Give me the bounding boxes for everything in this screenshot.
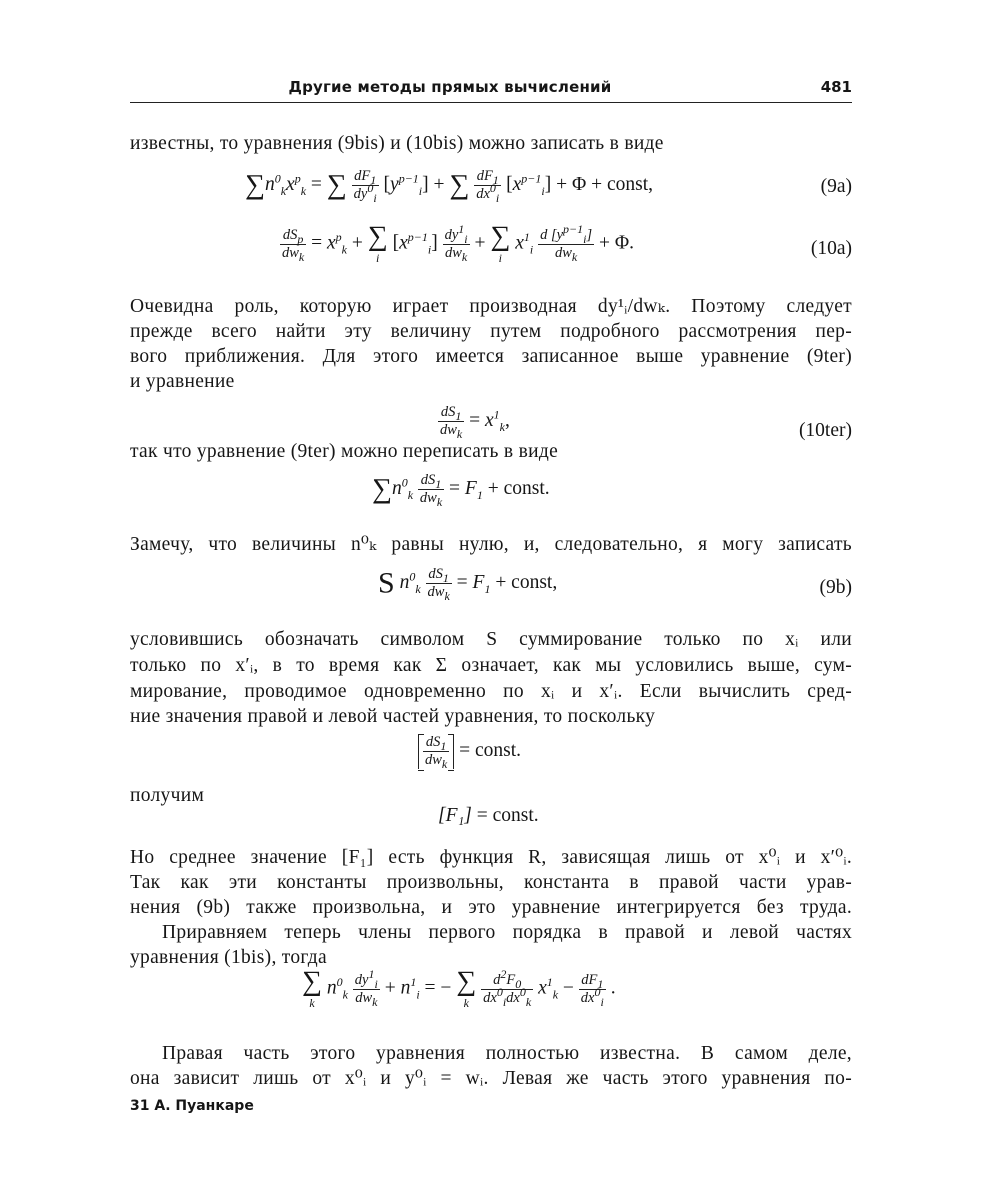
equation-average-ds: $\frac{dS_1}{dw_k}$ = const. — [418, 734, 521, 769]
equation-10a: $\frac{dS_p}{dw_k}$ = $x^p_k$ + ∑ i $[x^{p-1}_i]$ $\frac{dy^1_i}{dw_k}$ + ∑ i $x^1_i$ $\frac{d [y^{p-1}_i]}{dw_k}$ + Φ. — [282, 221, 635, 265]
paragraph-5-line-4: ние значения правой и левой частей уравнения, то поскольку — [130, 706, 656, 727]
header-title: Другие методы прямых вычислений — [288, 78, 612, 96]
paragraph-7-line-2: Так как эти константы произвольны, константа в правой части урав- — [130, 872, 852, 893]
f1-average: [F₁] — [438, 805, 472, 826]
paragraph-8-line-2: уравнения (1bis), тогда — [130, 947, 327, 968]
paragraph-5-line-1: условившись обозначать символом S суммирование только по xᵢ или — [130, 629, 852, 650]
const-label: const — [492, 805, 534, 826]
paragraph-8-line-1: Приравняем теперь члены первого порядка в правой и левой частях — [162, 922, 852, 943]
equation-sum-n-ds: $\sum n^0_k$ $\frac{dS_1}{dw_k}$ = $F_1$ + const. — [372, 472, 550, 509]
paragraph-5-line-3: мирование, проводимое одновременно по xᵢ и x′ᵢ. Если вычислить сред- — [130, 681, 852, 702]
equation-9a-label: (9a) — [820, 176, 852, 197]
paragraph-7-line-1: Но среднее значение [F₁] есть функция R, зависящая лишь от x⁰ᵢ и x′⁰ᵢ. — [130, 847, 852, 868]
paragraph-3: так что уравнение (9ter) можно переписать в виде — [130, 441, 559, 462]
paragraph-2-line-2: прежде всего найти эту величину путем подробного рассмотрения пер- — [130, 321, 852, 342]
paragraph-2-line-1: Очевидна роль, которую играет производная dy¹ᵢ/dwₖ. Поэтому следует — [130, 296, 852, 317]
equation-first-order: ∑ k $n^0_k$ $\frac{dy^1_i}{dw_k}$ + $n^1_i$ = − ∑ k $\frac{d^2F_0}{dx^0_idx^0_k}$ $x^1_k$ − $\frac{dF_1}{dx^0_i}$ . — [302, 966, 616, 1010]
equation-9a: $\sum n^0_kx^p_k$ = ∑ $\frac{dF_1}{dy^0_i}$ $[y^{p-1}_i]$ + ∑ $\frac{dF_1}{dx^0_i}$ $[x^{p-1}_i] + \Phi$ + const, — [245, 168, 654, 205]
equation-9b: S $n^0_k$ $\frac{dS_1}{dw_k}$ = $F_1$ + const, — [378, 566, 558, 603]
paragraph-7-line-3: нения (9b) также произвольна, и это уравнение интегрируется без труда. — [130, 897, 852, 918]
running-header — [130, 78, 852, 103]
footer-signature: 31 А. Пуанкаре — [130, 1098, 254, 1114]
paragraph-4: Замечу, что величины n⁰ₖ равны нулю, и, следовательно, я могу записать — [130, 534, 852, 555]
paragraph-9-line-2: она зависит лишь от x⁰ᵢ и y⁰ᵢ = wᵢ. Левая же часть этого уравнения по- — [130, 1068, 852, 1089]
paragraph-9-line-1: Правая часть этого уравнения полностью известна. В самом деле, — [162, 1043, 852, 1064]
equation-10ter: $\frac{dS_1}{dw_k}$ = $x^1_k$, — [440, 404, 510, 441]
equation-9b-label: (9b) — [819, 577, 852, 598]
equation-10ter-label: (10ter) — [798, 420, 852, 441]
paragraph-1: известны, то уравнения (9bis) и (10bis) можно записать в виде — [130, 133, 664, 154]
paragraph-6: получим — [130, 785, 205, 806]
const-average-label: = const. — [459, 739, 522, 761]
equation-10a-label: (10a) — [810, 238, 852, 259]
paragraph-2-line-3: вого приближения. Для этого имеется записанное выше уравнение (9ter) — [130, 346, 852, 367]
paragraph-5-line-2: только по x′ᵢ, в то время как Σ означает, как мы условились выше, сум- — [130, 655, 852, 676]
paragraph-2-line-4: и уравнение — [130, 371, 235, 392]
page-number: 481 — [820, 78, 852, 96]
equation-average-f1: [F₁] = const. — [438, 805, 539, 826]
